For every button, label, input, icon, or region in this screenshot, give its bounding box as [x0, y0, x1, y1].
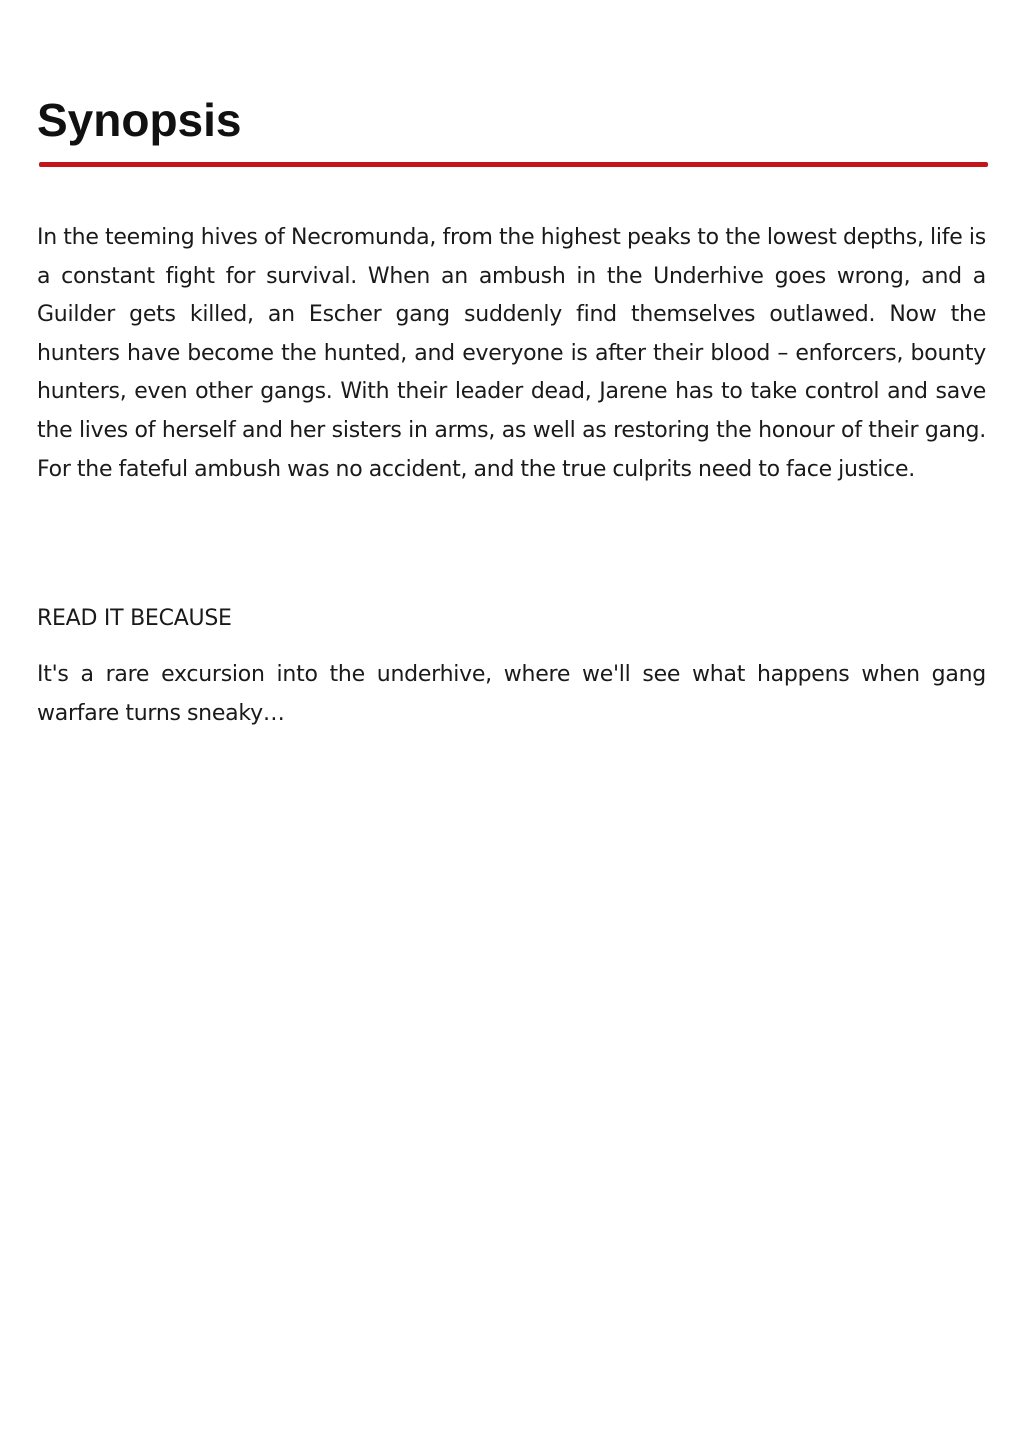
read-it-because-paragraph: It's a rare excursion into the underhive, where we'll see what happens when gang warfare turns sneaky…	[37, 662, 986, 726]
read-it-because-heading: READ IT BECAUSE	[37, 606, 232, 631]
synopsis-paragraph: In the teeming hives of Necromunda, from the highest peaks to the lowest depths, life is a constant fight for survival. When an ambush in the Underhive goes wrong, and a Guilder gets killed, an Escher gang suddenly find themselves outlawed. Now the hunters have become the hunted, and everyone is after their blood – enforcers, bounty hunters, even other gangs. With their leader dead, Jarene has to take control and save the lives of herself and her sisters in arms, as well as restoring the honour of their gang. For the fateful ambush was no accident, and the true culprits need to face justice.	[37, 225, 986, 482]
page-title: Synopsis	[37, 94, 242, 146]
title-divider	[39, 162, 988, 167]
